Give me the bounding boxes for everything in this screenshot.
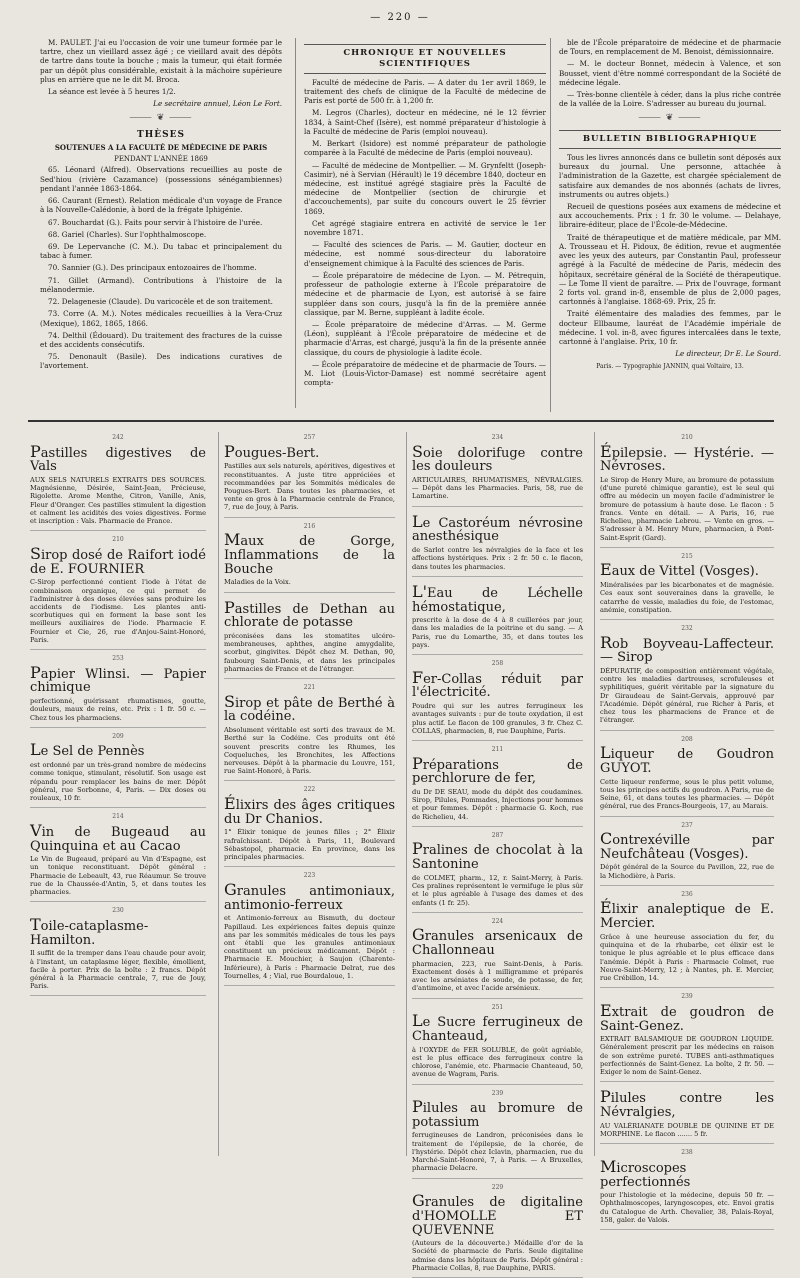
chronicle-paragraph: Faculté de médecine de Paris. — A dater du 1er avril 1869, le traitement des chefs de clinique de la Faculté de médecine de Paris est porté de 500 fr. à 1,200 fr. [304, 77, 546, 106]
chronicle-paragraph: — École préparatoire de médecine de Lyon. — M. Pétrequin, professeur de pathologie externe à l'École préparatoire de médecine et de pharmacie de Lyon, est autorisé à se faire suppléer dans son cours, jusqu'à la fin de la première année classique, par M. Berne, suppléant à ladite école. [304, 270, 546, 317]
ad-body: Le Sirop de Henry Mure, au bromure de potassium (d'une pureté chimique garantie), est le seul qui offre au médecin un moyen facile d'administrer le bromure de potassium à haute dose. Le flacon : 5 francs. Vente en détail. — A Paris, 16, rue Richelieu, pharmacie Lebrou. — Vente en gros. — S'adresser à M. Henry Mure, pharmacien, à Pont-Saint-Esprit (Gard). [600, 475, 774, 542]
ad-number: 208 [681, 735, 693, 743]
ad-title: Sirop et pâte de Berthé à la codéine. [224, 691, 395, 725]
advertisement [600, 432, 774, 548]
ad-title: Pralines de chocolat à la Santonine [412, 839, 583, 873]
ad-title: Pilules contre les Névralgies, [600, 1087, 774, 1121]
advertisement [600, 991, 774, 1082]
ad-number: 234 [491, 434, 504, 441]
ad-title: Pastilles digestives de Vals [30, 441, 206, 475]
chronicle-paragraph: — École préparatoire de médecine et de pharmacie de Tours. — M. Liot (Louis-Victor-Damase) est nommé secrétaire agent compta- [304, 359, 546, 388]
advertisement [412, 1002, 583, 1085]
advertisement [412, 1088, 583, 1179]
ad-number: 223 [303, 872, 316, 880]
ad-body: AU VALÉRIANATE DOUBLE DE QUININE ET DE MORPHINE. Le flacon ....... 5 fr. [600, 1121, 774, 1139]
advertisement [224, 596, 395, 680]
ad-title: Pilules au bromure de potassium [412, 1097, 583, 1130]
chronicle-paragraph: — Faculté de médecine de Montpellier. — M. Grynfeltt (Joseph-Casimir), né à Servian (Hérault) le 19 décembre 1840, docteur en médecine, est institué agrégé stagiaire près la Faculté de médecine de Montpellier (section de chirurgie et d'accouchements), par suite du concours ouvert le 25 février 1869. [304, 160, 546, 216]
ad-body: de Sarlot contre les névralgies de la face et les affections hystériques. Prix : 2 fr. 50 c. le flacon, dans toutes les pharmacies. [412, 546, 583, 571]
ad-title: Le Castoréum névrosine anesthésique [412, 511, 583, 545]
ad-body: Dépôt général de la Source du Pavillon, 22, rue de la Michodière, à Paris. [600, 863, 774, 880]
ad-title: Toile-cataplasme-Hamilton. [30, 914, 149, 948]
ad-number: 211 [491, 746, 504, 754]
ad-number: 239 [681, 993, 693, 1001]
ad-number: 224 [491, 917, 504, 925]
ad-body: pharmacien, 223, rue Saint-Denis, à Paris. Exactement dosés à 1 milligramme et préparés avec les arséniates de soude, de potasse, de fer, d'antimoine, et avec l'acide arsénieux. [412, 959, 583, 993]
ad-body: de COLMET, pharm., 12, r. Saint-Merry, à Paris. Ces pralines représentent le vermifuge le plus sûr et le plus agréable à l'usage des dames et des enfants (1 fr. 25). [412, 873, 583, 907]
ad-title: Maux de Gorge, Inflammations de la Bouche [224, 530, 395, 577]
ad-body: ferrugineuses de Landron, préconisées dans le traitement de l'épilepsie, de la chorée, de l'hystérie. Dépôt chez Iclavin, pharmacien, rue du Marché-Saint-Honoré, 7, à Paris. — A Bruxelles, pharmacie Delacre. [412, 1131, 583, 1173]
advertisement [412, 744, 583, 827]
ad-number: 239 [491, 1089, 504, 1097]
advertisement [30, 653, 206, 728]
ad-body: et Antimonio-ferreux au Bismuth, du docteur Papillaud. Les expériences faites depuis quinze ans par les sommités médicales de tous les pays ont établi que les granules antimoniaux constituent un précieux médicament. Dépôt : Pharmacie E. Mouchier, à Saujon (Charente-Inférieure), à Paris : Pharmacie Delrat, rue des Tournelles, 4 ; Vial, rue Bourdaloue, 1. [224, 914, 395, 980]
news-paragraphs [559, 38, 781, 109]
ad-number: 237 [681, 821, 693, 829]
advertisement [412, 1182, 583, 1278]
chronicle-title: CHRONIQUE ET NOUVELLES SCIENTIFIQUES [304, 44, 546, 74]
chronicle-paragraphs [304, 78, 546, 388]
ad-title: Granules de digitaline d'HOMOLLE ET QUEVENNE [412, 1191, 583, 1238]
advertisement [224, 870, 395, 986]
book-list [559, 202, 781, 346]
printer-imprint: Paris. — Typographie JANNIN, quai Voltaire, 13. [596, 362, 744, 370]
news-paragraph: — M. le docteur Bonnet, médecin à Valence, et son Bousset, vient d'être nommé correspondant de la Société de médecine légale. [559, 59, 781, 87]
ad-title: Microscopes perfectionnés [600, 1156, 691, 1190]
ad-number: 253 [112, 655, 124, 663]
ad-column-4 [594, 432, 774, 1224]
thesis-entry: 72. Delagenesie (Claude). Du varicocèle et de son traitement. [48, 297, 273, 307]
ad-number: 210 [681, 434, 693, 441]
advertisement [412, 432, 583, 507]
ad-column-1 [30, 432, 206, 1156]
advertisement [600, 623, 774, 731]
ad-title: Élixir analeptique de E. Mercier. [600, 898, 774, 932]
ad-title: Le Sucre ferrugineux de Chanteaud, [412, 1011, 583, 1044]
ad-number: 210 [112, 536, 124, 544]
advertisement [600, 1085, 774, 1144]
ad-body: Grâce à une heureuse association du fer, du quinquina et de la rhubarbe, cet élixir est le tonique le plus agréable et le plus efficace dans l'anémie. Dépôt à Paris : Pharmacie Colmet, rue Neuve-Saint-Merry, 12 ; à Nantes, ph. E. Mercier, rue Crébillon, 14. [600, 932, 774, 983]
ad-number: 229 [491, 1183, 504, 1191]
ad-body: Absolument véritable est sorti des travaux de M. Berthé sur la Codéine. Ces produits ont été souvent prescrits contre les Rhumes, les Coqueluches, les Bronchites, les Affections nerveuses. Dépôt à la pharmacie du Louvre, 151, rue Saint-Honoré, à Paris. [224, 726, 395, 776]
advertisement [412, 658, 583, 741]
ad-number: 257 [303, 434, 316, 441]
ad-body: Le Vin de Bugeaud, préparé au Vin d'Espagne, est un tonique reconstituant. Dépôt général : Pharmacie de Lebeault, 43, rue Réaumur. Se trouve rue de la Chaussée-d'Antin, 5, et dans toutes les pharmacies. [30, 855, 206, 897]
ad-number: 258 [491, 660, 504, 668]
column-bulletin [550, 38, 781, 412]
ad-title: Soie dolorifuge contre les douleurs [412, 441, 583, 475]
news-paragraph: ble de l'École préparatoire de médecine et de pharmacie de Tours, en remplacement de M. Benoist, démissionnaire. [559, 38, 781, 57]
ad-number: 236 [681, 890, 693, 898]
ad-title: Rob Boyveau-Laffecteur. — Sirop [600, 632, 774, 666]
ad-body: EXTRAIT BALSAMIQUE DE GOUDRON LIQUIDE. Généralement prescrit par les médecins en raison de son extrême pureté. TUBES anti-asthmatiques perfectionnés de Saint-Genez. La boîte, 2 fr. 50. — Exiger le nom de Saint-Genez. [600, 1035, 774, 1077]
theses-year: PENDANT L'ANNÉE 1869 [114, 154, 208, 163]
secretary-signature: Le secrétaire annuel, Léon Le Fort. [153, 99, 282, 109]
section-rule [28, 420, 774, 422]
bulletin-title: BULLETIN BIBLIOGRAPHIQUE [559, 130, 781, 149]
ad-title: Préparations de perchlorure de fer, [412, 753, 583, 787]
ad-number: 215 [681, 552, 693, 560]
chronicle-paragraph: — Faculté des sciences de Paris. — M. Gautier, docteur en médecine, est nommé sous-directeur du laboratoire d'enseignement chimique à la Faculté des sciences de Paris. [304, 240, 546, 268]
thesis-entry: 67. Bouchardat (G.). Faits pour servir à l'histoire de l'urée. [48, 217, 263, 227]
ad-title: Épilepsie. — Hystérie. — Névroses. [600, 441, 774, 475]
book-entry: Traité élémentaire des maladies des femmes, par le docteur Ellbaume, lauréat de l'Académie impériale de médecine. 1 vol. in-8, avec figures intercalées dans le texte, cartonné à l'anglaise. Prix, 10 fr. [559, 309, 781, 347]
advertisement [30, 534, 206, 650]
ad-title: Papier Wlinsi. — Papier chimique [30, 662, 206, 696]
ad-body: Cette liqueur renferme, sous le plus petit volume, tous les principes actifs du goudron. A Paris, rue de Seine, 61, et dans toutes les pharmacies. — Dépôt général, rue des Francs-Bourgeois, 17, au Marais. [600, 777, 774, 811]
advertisement [412, 580, 583, 655]
ad-body: pour l'histologie et la médecine, depuis 50 fr. — Ophthalmoscopes, laryngoscopes, etc. Envoi gratis du Catalogue de Arth. Chevalier, 38, Palais-Royal, 158, galer. de Valois. [600, 1191, 774, 1224]
ad-body: Poudre qui sur les autres ferrugineux les avantages suivants : pur de toute oxydation, il est plus actif. Le flacon de 100 granules, 3 fr. Chez C. COLLAS, pharmacien, 8, rue Dauphine, Paris. [412, 702, 583, 735]
ad-title: Granules antimoniaux, antimonio-ferreux [224, 879, 395, 913]
chronicle-paragraph: Cet agrégé stagiaire entrera en activité de service le 1er novembre 1871. [304, 218, 546, 238]
advertisement [30, 811, 206, 902]
advertisement [600, 551, 774, 620]
news-paragraph: — Très-bonne clientèle à céder, dans la plus riche contrée de la vallée de la Loire. S'adresser au bureau du journal. [559, 90, 781, 109]
ad-title: Pastilles de Dethan au chlorate de potasse [224, 597, 395, 631]
advertisement [224, 682, 395, 781]
ad-title: Contrexéville par Neufchâteau (Vosges). [600, 829, 774, 862]
ad-title: Pougues-Bert. [224, 441, 320, 461]
ad-body: AUX SELS NATURELS EXTRAITS DES SOURCES. Magnésienne, Désirée, Saint-Jean, Précieuse, Rigolette. Arome Menthe, Citron, Vanille, Anis, Fleur d'Oranger. Ces pastilles stimulent la digestion et calment les acidités des voies digestives. Forme et inscription : Vals. Pharmacie de France. [30, 475, 206, 526]
chronicle-paragraph: M. Legros (Charles), docteur en médecine, né le 12 février 1834, à Saint-Chef (Isère), est nommé préparateur d'histologie à la Faculté de médecine de Paris (emploi nouveau). [304, 108, 546, 136]
ad-body: Pastilles aux sels naturels, apéritives, digestives et reconstituantes. A juste titre appréciées et recommandées par les Sommités médicales de Pougues-Bert. Dans toutes les pharmacies, et vente en gros à la Pharmacie centrale de France, 7, rue de Jouy, à Paris. [224, 462, 395, 512]
ad-body: perfectionné, guérissant rhumatismes, goutte, douleurs, maux de reins, etc. Prix : 1 fr. 50 c. — Chez tous les pharmaciens. [30, 697, 206, 722]
thesis-entry: 73. Corre (A. M.). Notes médicales recueillies à la Vera-Cruz (Mexique), 1862, 1865, 1866. [40, 309, 282, 328]
chronicle-paragraph: — École préparatoire de médecine d'Arras. — M. Germe (Léon), suppléant à l'École préparatoire de médecine et de pharmacie d'Arras, est chargé, jusqu'à la fin de la présente année classique, du cours de physiologie à ladite école. [304, 320, 546, 357]
ad-title: L'Eau de Léchelle hémostatique, [412, 581, 583, 615]
thesis-entry: 66. Caurant (Ernest). Relation médicale d'un voyage de France à la Nouvelle-Calédonie, à bord de la frégate Iphigénie. [40, 196, 282, 215]
ad-column-2 [218, 432, 395, 1156]
book-entry: Recueil de questions posées aux examens de médecine et aux accouchements. Prix : 1 fr. 30 le volume. — Delahaye, libraire-éditeur, place de l'École-de-Médecine. [559, 202, 781, 230]
ad-body: Maladies de la Voix. [224, 578, 291, 587]
ad-body: prescrite à la dose de 4 à 8 cuillerées par jour, dans les maladies de la poitrine et du sang. — A Paris, rue du Lomarthe, 35, et dans toutes les pays. [412, 616, 583, 649]
advertisement [224, 784, 395, 867]
ad-body: C-Sirop perfectionné contient l'iode à l'état de combinaison organique, ce qui permet de l'administrer à des doses élevées sans produire les accidents de l'iodisme. Les plantes anti-scorbutiques qui en forment la base sont les meilleurs auxiliaires de l'iode. Pharmacie F. Fournier et Cie, 26, rue d'Anjou-Saint-Honoré, Paris. [30, 578, 206, 644]
ad-body: à l'OXYDE de FER SOLUBLE, de goût agréable, est le plus efficace des ferrugineux contre la chlorose, l'anémie, etc. Pharmacie Chanteaud, 50, avenue de Wagram, Paris. [412, 1045, 583, 1079]
ad-title: Le Sel de Pennès [30, 740, 145, 760]
thesis-entry: 70. Sannier (G.). Des principaux entozoaires de l'homme. [48, 263, 257, 273]
bulletin-intro: Tous les livres annoncés dans ce bulletin sont déposés aux bureaux du journal. Une personne, attachée à l'administration de la Gazette, est chargée spécialement de satisfaire aux demandes de nos abonnés (achats de livres, instruments ou autres objets.) [559, 152, 781, 199]
advertisement [412, 916, 583, 999]
advertisement [600, 1147, 774, 1230]
ad-body: ARTICULAIRES, RHUMATISMES, NÉVRALGIES. — Dépôt dans les Pharmacies. Paris, 58, rue de Lamartine. [412, 475, 583, 501]
ad-number: 214 [112, 813, 124, 821]
ad-number: 251 [491, 1003, 504, 1011]
theses-subtitle: SOUTENUES A LA FACULTÉ DE MÉDECINE DE PARIS [54, 142, 268, 152]
column-chronicle [295, 38, 546, 408]
advertisement [224, 432, 395, 518]
paragraph-close: La séance est levée à 5 heures 1/2. [48, 87, 176, 97]
thesis-entry: 65. Léonard (Alfred). Observations recueillies au poste de Sed'hiou (rivière Cazamance) (possessions sénégambiennes) pendant l'année 1863-1864. [40, 165, 282, 193]
thesis-entry: 68. Gariel (Charles). Sur l'ophthalmoscope. [48, 229, 207, 239]
ornament-divider: ⸻ ❦ ⸻ [129, 112, 193, 123]
advertisements [30, 432, 774, 1272]
thesis-entry: 74. Delthil (Édouard). Du traitement des fractures de la cuisse et des accidents consécutifs. [40, 330, 282, 349]
ad-body: (Auteurs de la découverte.) Médaille d'or de la Société de pharmacie de Paris. Seule digitaline admise dans les hôpitaux de Paris. Dépôt général : Pharmacie Collas, 8, rue Dauphine, PARIS. [412, 1239, 583, 1272]
ad-body: Minéralisées par les bicarbonates et de magnésie. Ces eaux sont souveraines dans la gravelle, le catarrhe de vessie, maladies du foie, de l'estomac, anémie, constipation. [600, 581, 774, 614]
ad-number: 216 [303, 522, 316, 530]
advertisement [30, 731, 206, 808]
book-entry: Traité de thérapeutique et de matière médicale, par MM. A. Trousseau et H. Pidoux, 8e édition, revue et augmentée avec les yeux des auteurs, par Constantin Paul, professeur agrégé à la Faculté de médecine de Paris, médecin des hôpitaux, secrétaire général de la Société de thérapeutique. — Le Tome II vient de paraître. — Prix de l'ouvrage, formant 2 forts vol. grand in-8, ensemble de plus de 2,000 pages, cartonnés à l'anglaise. 1868-69. Prix, 25 fr. [559, 232, 781, 307]
ad-title: Extrait de goudron de Saint-Genez. [600, 1000, 774, 1034]
advertisement [30, 432, 206, 531]
chronicle-paragraph: M. Berkart (Isidore) est nommé préparateur de pathologie comparée à la Faculté de médecine de Paris (emploi nouveau). [304, 139, 546, 158]
ad-body: DÉPURATIF, de composition entièrement végétale, contre les maladies dartreuses, scrofuleuses et syphilitiques, guérit véritable par la signature du Dr Giraudeau de Saint-Gervais, approuvé par l'Académie. Dépôt général, rue Richer à Paris, et chez tous les pharmaciens de France et de l'étranger. [600, 666, 774, 725]
theses-title: THÈSES [137, 130, 185, 141]
paragraph-paulet: M. PAULET. J'ai eu l'occasion de voir une tumeur formée par le tartre, chez un vieillard assez âgé ; ce vieillard avait des dépôts de tartre dans toute la bouche ; mais la tumeur, qui était formée par un dépôt plus considérable, existait à la mâchoire supérieure plus en arrière que ne le dit M. Broca. [40, 38, 282, 84]
ad-number: 232 [681, 625, 693, 633]
advertisement [412, 830, 583, 913]
ad-title: Granules arsenicaux de Challonneau [412, 925, 583, 959]
ad-body: 1° Élixir tonique de jeunes filles ; 2° Élixir rafraîchissant. Dépôt à Paris, 11, Boulevard Sébastopol, pharmacie. En province, dans les principales pharmacies. [224, 828, 395, 862]
ad-title: Élixirs des âges critiques du Dr Chanios. [224, 793, 395, 827]
ad-number: 238 [681, 1149, 693, 1157]
director-signature: Le directeur, Dr E. Le Sourd. [675, 349, 781, 359]
page-number: — 220 — [370, 12, 430, 23]
thesis-entry: 71. Gillet (Armand). Contributions à l'histoire de la mélanodermie. [40, 275, 282, 294]
thesis-entry: 75. Denonault (Basile). Des indications curatives de l'avortement. [40, 352, 282, 371]
ad-title: Eaux de Vittel (Vosges). [600, 560, 759, 580]
ornament-divider: ⸻ ❦ ⸻ [638, 112, 702, 123]
ad-number: 242 [112, 434, 124, 441]
ad-body: du Dr DE SEAU, mode du dépôt des coudamines. Sirop, Pilules, Pommades, Injections pour hommes et pour femmes. Dépôt : pharmacie G. Koch, rue de Richelieu, 44. [412, 787, 583, 821]
advertisement [600, 889, 774, 988]
ad-body: Il suffit de la tremper dans l'eau chaude pour avoir, à l'instant, un cataplasme léger, flexible, émollient, facile à porter. Prix de la boîte : 2 francs. Dépôt général à la Pharmacie centrale, 7, rue de Jouy, Paris. [30, 949, 206, 991]
ad-number: 209 [112, 732, 124, 740]
ad-body: est ordonné par un très-grand nombre de médecins comme tonique, stimulant, résolutif. Son usage est répandu pour remplacer les bains de mer. Dépôt général, rue Sorbonne, 4, Paris. — Dix doses ou rouleaux, 10 fr. [30, 761, 206, 803]
ad-number: 221 [303, 684, 316, 692]
ad-title: Fer-Collas réduit par l'électricité. [412, 667, 583, 701]
advertisement [600, 734, 774, 817]
ad-title: Sirop dosé de Raifort iodé de E. FOURNIER [30, 543, 206, 577]
ad-title: Liqueur de Goudron GUYOT. [600, 743, 774, 776]
column-society-report [40, 38, 282, 412]
advertisement [600, 820, 774, 886]
ad-body: préconisées dans les stomatites ulcéro-membraneuses, aphthes, angine amygdalite, scorbut, gingivites. Dépôt chez M. Dethan, 90, faubourg Saint-Denis, et dans les principales pharmacies de France et de l'étranger. [224, 631, 395, 673]
ad-number: 222 [303, 786, 316, 794]
ad-column-3 [406, 432, 583, 1272]
thesis-entry: 69. De Lepervanche (C. M.). Du tabac et principalement du tabac à fumer. [40, 242, 282, 261]
advertisement [224, 521, 395, 593]
ad-title: Vin de Bugeaud au Quinquina et au Cacao [30, 820, 206, 854]
advertisement [30, 905, 206, 996]
theses-list [40, 165, 282, 370]
ad-number: 287 [491, 831, 504, 839]
ad-number: 230 [112, 907, 124, 915]
advertisement [412, 510, 583, 577]
